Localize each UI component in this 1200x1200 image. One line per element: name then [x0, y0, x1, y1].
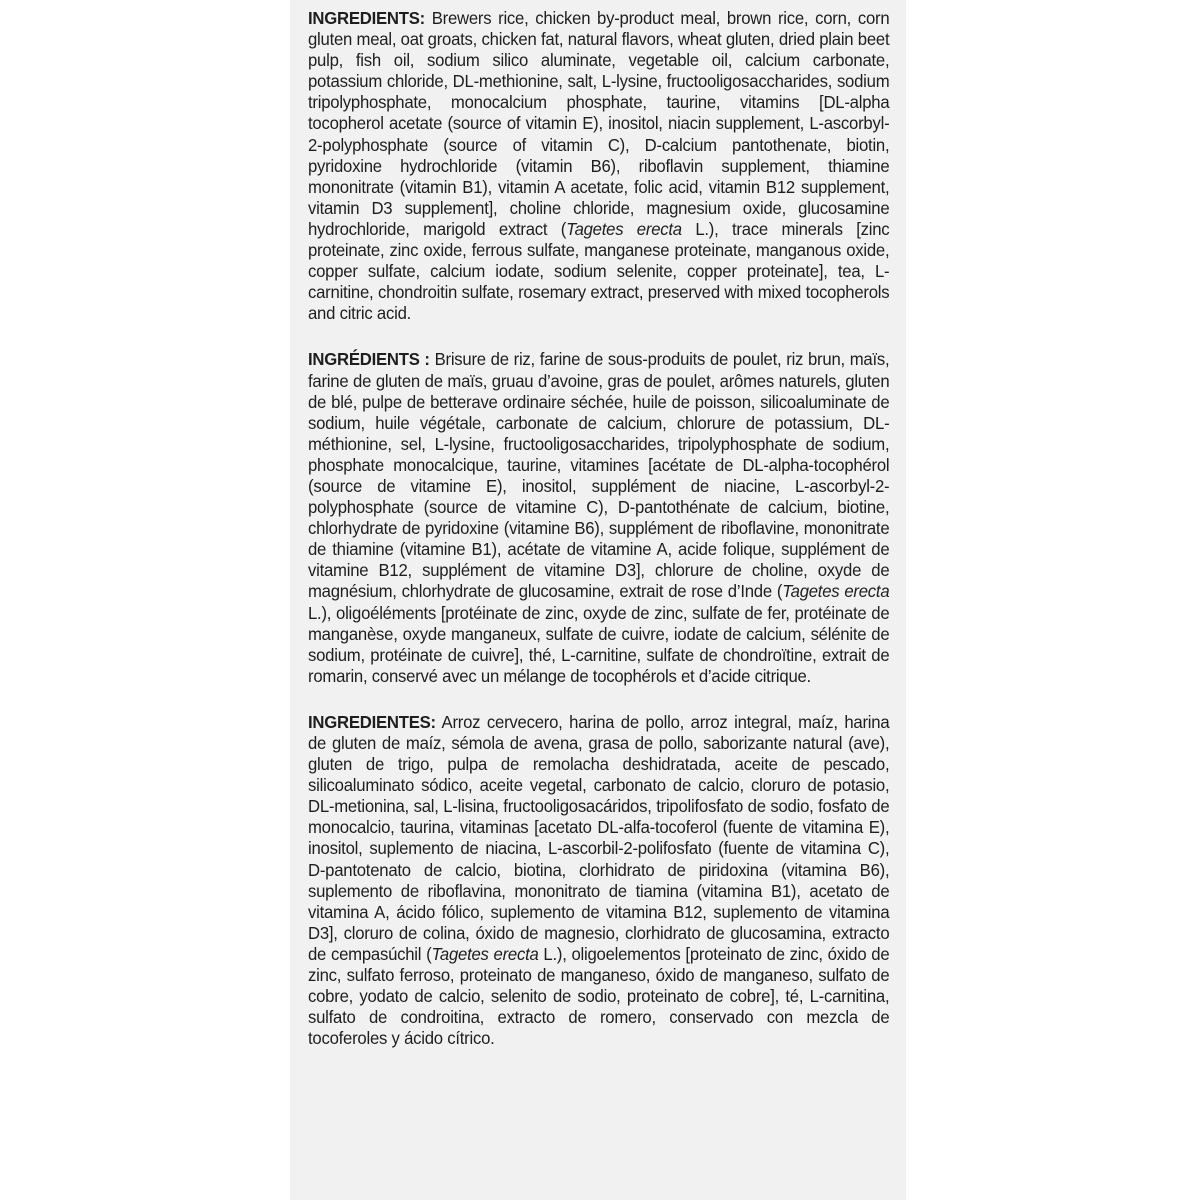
- ingredients-english-heading: INGREDIENTS:: [308, 8, 425, 28]
- ingredients-spanish: [308, 712, 889, 1050]
- ingredients-spanish-text-1: Arroz cervecero, harina de pollo, arroz integral, maíz, harina de gluten de maíz, sémola de avena, grasa de pollo, saborizante natural (ave), gluten de trigo, pulpa de remolacha deshidratada, aceite de pescado, silicoaluminato sódico, aceite vegetal, carbonato de calcio, cloruro de potasio, DL-metionina, sal, L-lisina, fructooligosacáridos, tripolifosfato de sodio, fosfato de monocalcio, taurina, vitaminas [acetato DL-alfa-tocoferol (fuente de vitamina E), inositol, suplemento de niacina, L-ascorbil-2-polifosfato (fuente de vitamina C), D-pantotenato de calcio, biotina, clorhidrato de piridoxina (vitamina B6), suplemento de riboflavina, mononitrato de tiamina (vitamina B1), acetato de vitamina A, ácido fólico, suplemento de vitamina B12, suplemento de vitamina D3], cloruro de colina, óxido de magnesio, clorhidrato de glucosamina, extracto de cempasúchil (: [308, 711, 890, 964]
- ingredients-spanish-heading: INGREDIENTES:: [308, 711, 436, 732]
- ingredients-english-text-1: Brewers rice, chicken by-product meal, brown rice, corn, corn gluten meal, oat groats, chicken fat, natural flavors, wheat gluten, dried plain beet pulp, fish oil, sodium silico aluminate, vegetable oil, calcium carbonate, potassium chloride, DL-methionine, salt, L-lysine, fructooligosaccharides, sodium tripolyphosphate, monocalcium phosphate, taurine, vitamins [DL-alpha tocopherol acetate (source of vitamin E), inositol, niacin supplement, L-ascorbyl-2-polyphosphate (source of vitamin C), D-calcium pantothenate, biotin, pyridoxine hydrochloride (vitamin B6), riboflavin supplement, thiamine mononitrate (vitamin B1), vitamin A acetate, folic acid, vitamin B12 supplement, vitamin D3 supplement], choline chloride, magnesium oxide, glucosamine hydrochloride, marigold extract (: [308, 8, 890, 239]
- ingredients-label-panel: [290, 0, 906, 1200]
- ingredients-spanish-latin-name: Tagetes erecta: [431, 943, 539, 964]
- ingredients-french-text-1: Brisure de riz, farine de sous-produits de poulet, riz brun, maïs, farine de gluten de maïs, gruau d’avoine, gras de poulet, arômes naturels, gluten de blé, pulpe de betterave ordinaire séchée, huile de poisson, silicoaluminate de sodium, huile végétale, carbonate de calcium, chlorure de potassium, DL-méthionine, sel, L-lysine, fructooligosaccharides, tripolyphosphate de sodium, phosphate monocalcique, taurine, vitamines [acétate de DL-alpha-tocophérol (source de vitamine E), inositol, supplément de niacine, L-ascorbyl-2-polyphosphate (source de vitamine C), D-pantothénate de calcium, biotine, chlorhydrate de pyridoxine (vitamine B6), supplément de riboflavine, mononitrate de thiamine (vitamine B1), acétate de vitamine A, acide folique, supplément de vitamine B12, supplément de vitamine D3], chlorure de choline, oxyde de magnésium, chlorhydrate de glucosamine, extrait de rose d’Inde (: [308, 349, 890, 602]
- ingredients-english-text-2: L.), trace minerals [zinc proteinate, zinc oxide, ferrous sulfate, manganese proteinate, manganous oxide, copper sulfate, calcium iodate, sodium selenite, copper proteinate], tea, L-carnitine, chondroitin sulfate, rosemary extract, preserved with mixed tocopherols and citric acid.: [308, 218, 890, 324]
- ingredients-french-text-2: L.), oligoéléments [protéinate de zinc, oxyde de zinc, sulfate de fer, protéinate de manganèse, oxyde manganeux, sulfate de cuivre, iodate de calcium, sélénite de sodium, protéinate de cuivre], thé, L-carnitine, sulfate de chondroïtine, extrait de romarin, conservé avec un mélange de tocophérols et d’acide citrique.: [308, 602, 890, 686]
- ingredients-french-latin-name: Tagetes erecta: [782, 581, 890, 602]
- ingredients-english: [308, 8, 889, 324]
- ingredients-french-heading: INGRÉDIENTS :: [308, 349, 430, 370]
- ingredients-english-latin-name: Tagetes erecta: [566, 218, 682, 239]
- ingredients-spanish-text-2: L.), oligoelementos [proteinato de zinc, óxido de zinc, sulfato ferroso, proteinato de manganeso, óxido de manganeso, sulfato de cobre, yodato de calcio, selenito de sodio, proteinato de cobre], té, L-carnitina, sulfato de condroitina, extracto de romero, conservado con mezcla de tocoferoles y ácido cítrico.: [308, 943, 890, 1049]
- ingredients-french: [308, 349, 889, 687]
